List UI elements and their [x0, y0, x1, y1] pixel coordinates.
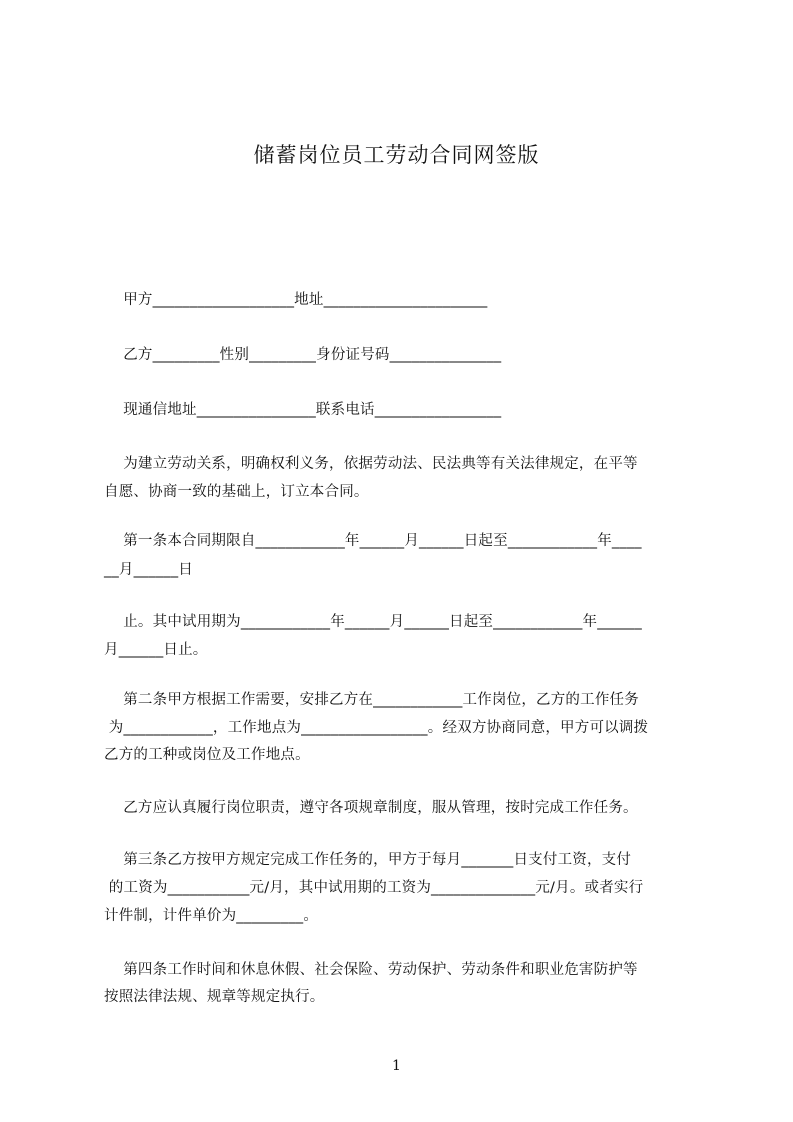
article-4-line-2: 按照法律法规、规章等规定执行。 — [104, 989, 325, 1005]
page-number: 1 — [392, 1058, 401, 1074]
article-2-line-2: 为____________，工作地点为_________________。经双方协商同意，甲方可以调拨 — [104, 720, 649, 736]
party-b-line: 乙方_________性别_________身份证号码_______________ — [104, 347, 502, 363]
party-a-line: 甲方___________________地址______________________ — [104, 292, 488, 308]
article-1-line-2: __月______日 — [104, 562, 193, 578]
intro-line-2: 自愿、协商一致的基础上，订立本合同。 — [104, 484, 369, 500]
probation-line-1: 止。其中试用期为____________年______月______日起至____________年______ — [104, 614, 642, 630]
duties-line: 乙方应认真履行岗位职责，遵守各项规章制度，服从管理，按时完成工作任务。 — [104, 800, 638, 816]
article-4-line-1: 第四条工作时间和休息休假、社会保险、劳动保护、劳动条件和职业危害防护等 — [104, 962, 638, 978]
intro-line-1: 为建立劳动关系，明确权利义务，依据劳动法、民法典等有关法律规定，在平等 — [104, 456, 638, 472]
article-1-line-1: 第一条本合同期限自____________年______月______日起至____________年____ — [104, 533, 642, 549]
address-phone-line: 现通信地址________________联系电话_________________ — [104, 402, 502, 418]
probation-line-2: 月______日止。 — [104, 642, 208, 658]
article-2-line-3: 乙方的工种或岗位及工作地点。 — [104, 747, 310, 763]
article-3-line-2: 的工资为___________元/月，其中试用期的工资为______________元/月。或者实行 — [104, 880, 644, 896]
document-title: 储蓄岗位员工劳动合同网签版 — [253, 143, 540, 167]
article-2-line-1: 第二条甲方根据工作需要，安排乙方在____________工作岗位，乙方的工作任务 — [104, 692, 639, 708]
article-3-line-3: 计件制，计件单价为_________。 — [104, 908, 319, 924]
article-3-line-1: 第三条乙方按甲方规定完成工作任务的，甲方于每月_______日支付工资，支付 — [104, 852, 632, 868]
